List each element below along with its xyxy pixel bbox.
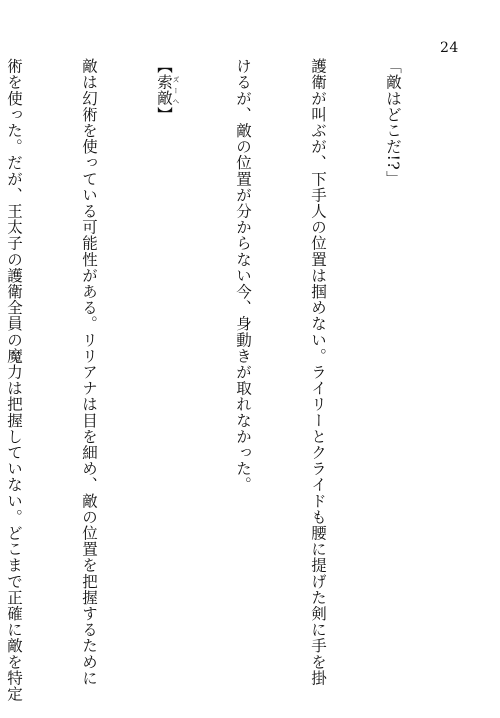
text-line: 護衛が叫ぶが、下手人の位置は掴めない。ライリーとクライドも腰に提げた剣に手を掛	[309, 58, 327, 686]
text-line: けるが、敵の位置が分からない今、身動きが取れなかった。	[234, 58, 252, 493]
body-text	[5, 58, 455, 702]
page-number: 24	[440, 40, 459, 56]
text-line: 「敵はどこだ!?」	[384, 58, 402, 187]
text-line-sakuteki: 【索敵 ズーへ】	[155, 58, 180, 123]
text-line: 敵は幻術を使っている可能性がある。リリアナは目を細め、敵の位置を把握するために	[80, 58, 98, 686]
text-line: 術を使った。だが、王太子の護衛全員の魔力は把握していない。どこまで正確に敵を特定	[5, 58, 23, 702]
ruby-text: ズーへ	[172, 74, 180, 107]
ruby-sakuteki: 索敵 ズーへ	[155, 74, 180, 107]
